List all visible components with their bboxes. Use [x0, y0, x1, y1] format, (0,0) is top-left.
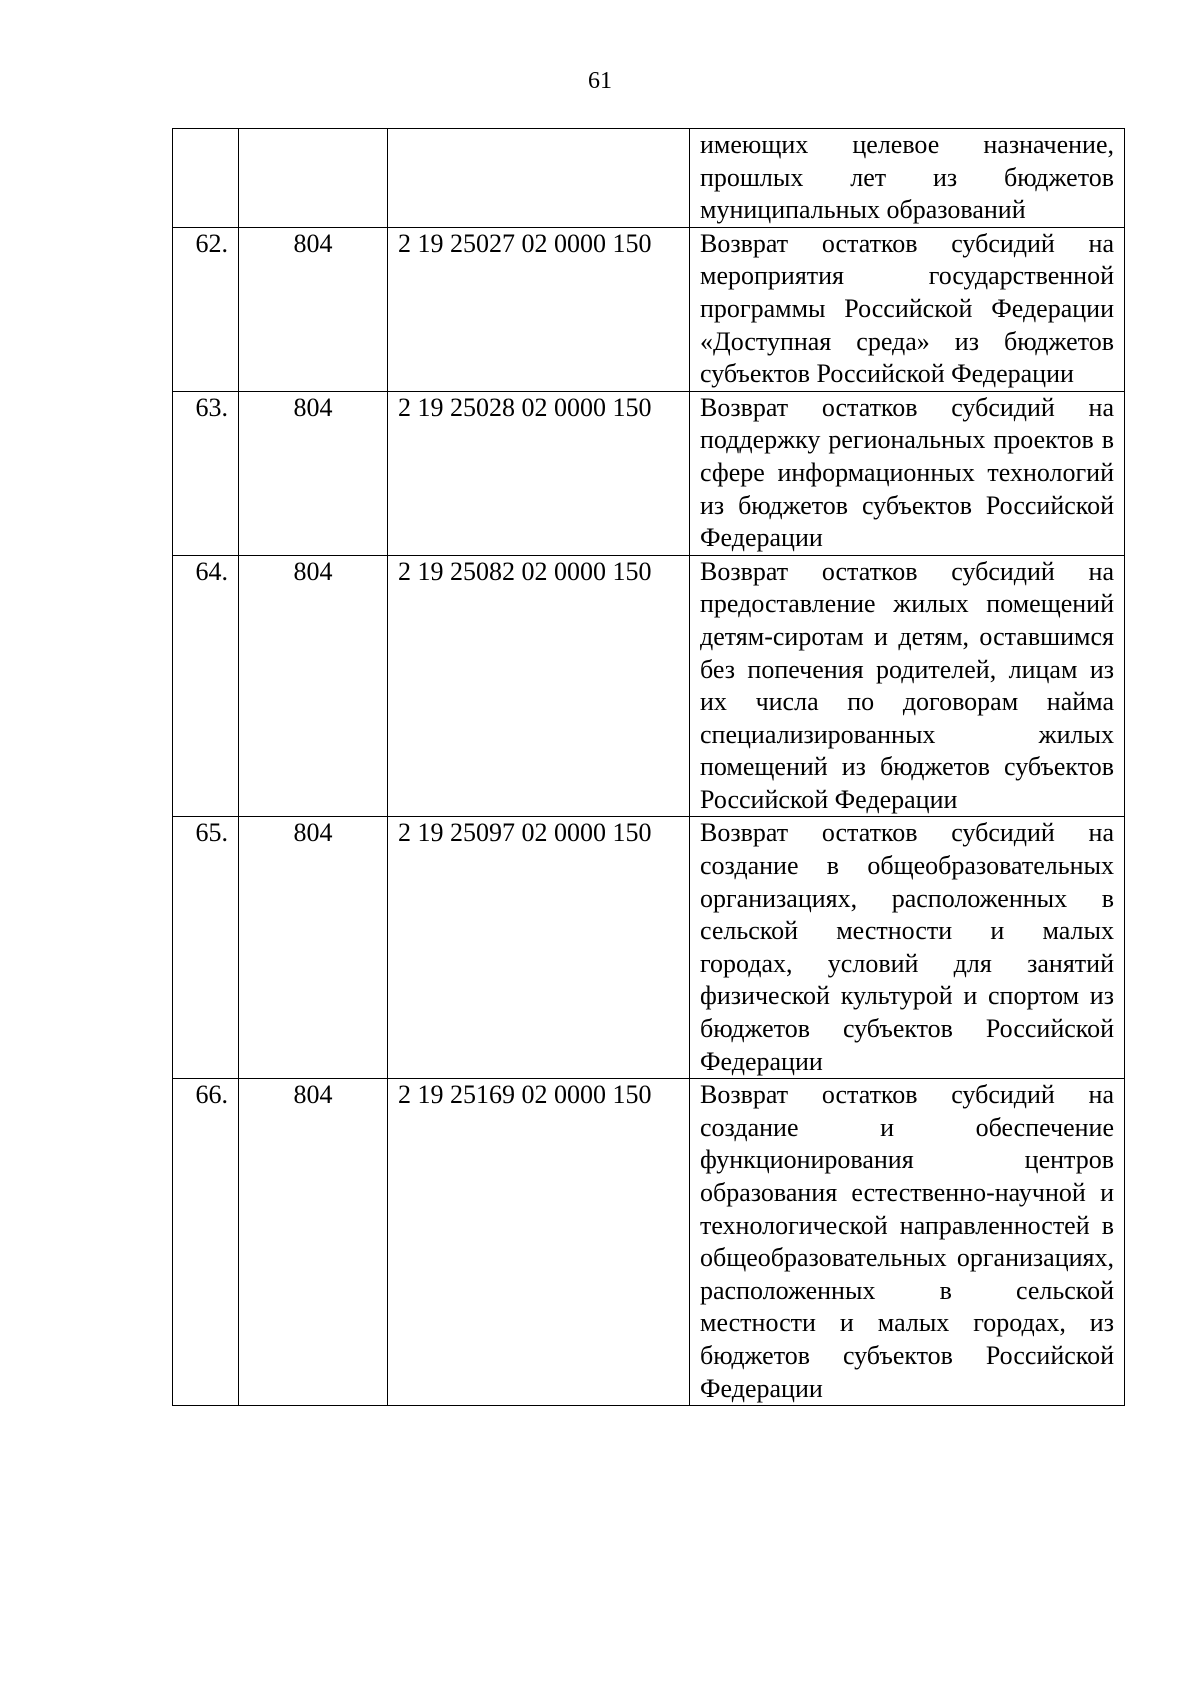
administrator-code-cell: 804 [239, 391, 388, 555]
table-row [173, 391, 1125, 555]
administrator-code-cell: 804 [239, 555, 388, 817]
budget-classification-code-cell: 2 19 25169 02 0000 150 [388, 1079, 690, 1406]
revenue-description-cell: имеющих целевое назначение, прошлых лет из бюджетов муниципальных образований [690, 129, 1125, 228]
administrator-code-cell: 804 [239, 227, 388, 391]
administrator-code-cell: 804 [239, 1079, 388, 1406]
administrator-code-cell [239, 129, 388, 228]
budget-codes-table [172, 128, 1125, 1406]
budget-classification-code-cell: 2 19 25097 02 0000 150 [388, 817, 690, 1079]
revenue-description-cell: Возврат остатков субсидий на создание в общеобразовательных организациях, расположенных в сельской местности и малых городах, условий для занятий физической культурой и спортом из бюджетов субъектов Российской Федерации [690, 817, 1125, 1079]
table-row [173, 555, 1125, 817]
table-row [173, 1079, 1125, 1406]
row-number-cell: 66. [173, 1079, 239, 1406]
page-number: 61 [588, 68, 612, 94]
budget-classification-code-cell: 2 19 25082 02 0000 150 [388, 555, 690, 817]
revenue-description-cell: Возврат остатков субсидий на поддержку региональных проектов в сфере информационных технологий из бюджетов субъектов Российской Федерации [690, 391, 1125, 555]
administrator-code-cell: 804 [239, 817, 388, 1079]
table-row [173, 129, 1125, 228]
row-number-cell: 62. [173, 227, 239, 391]
revenue-description-cell: Возврат остатков субсидий на мероприятия государственной программы Российской Федерации «Доступная среда» из бюджетов субъектов Российской Федерации [690, 227, 1125, 391]
budget-classification-code-cell [388, 129, 690, 228]
table-row [173, 227, 1125, 391]
budget-classification-code-cell: 2 19 25028 02 0000 150 [388, 391, 690, 555]
row-number-cell: 65. [173, 817, 239, 1079]
row-number-cell [173, 129, 239, 228]
revenue-description-cell: Возврат остатков субсидий на создание и обеспечение функционирования центров образования естественно-научной и технологической направленностей в общеобразовательных организациях, расположенных в сельской местности и малых городах, из бюджетов субъектов Российской Федерации [690, 1079, 1125, 1406]
row-number-cell: 64. [173, 555, 239, 817]
revenue-description-cell: Возврат остатков субсидий на предоставление жилых помещений детям-сиротам и детям, оставшимся без попечения родителей, лицам из их числа по договорам найма специализированных жилых помещений из бюджетов субъектов Российской Федерации [690, 555, 1125, 817]
row-number-cell: 63. [173, 391, 239, 555]
table-row [173, 817, 1125, 1079]
budget-classification-code-cell: 2 19 25027 02 0000 150 [388, 227, 690, 391]
